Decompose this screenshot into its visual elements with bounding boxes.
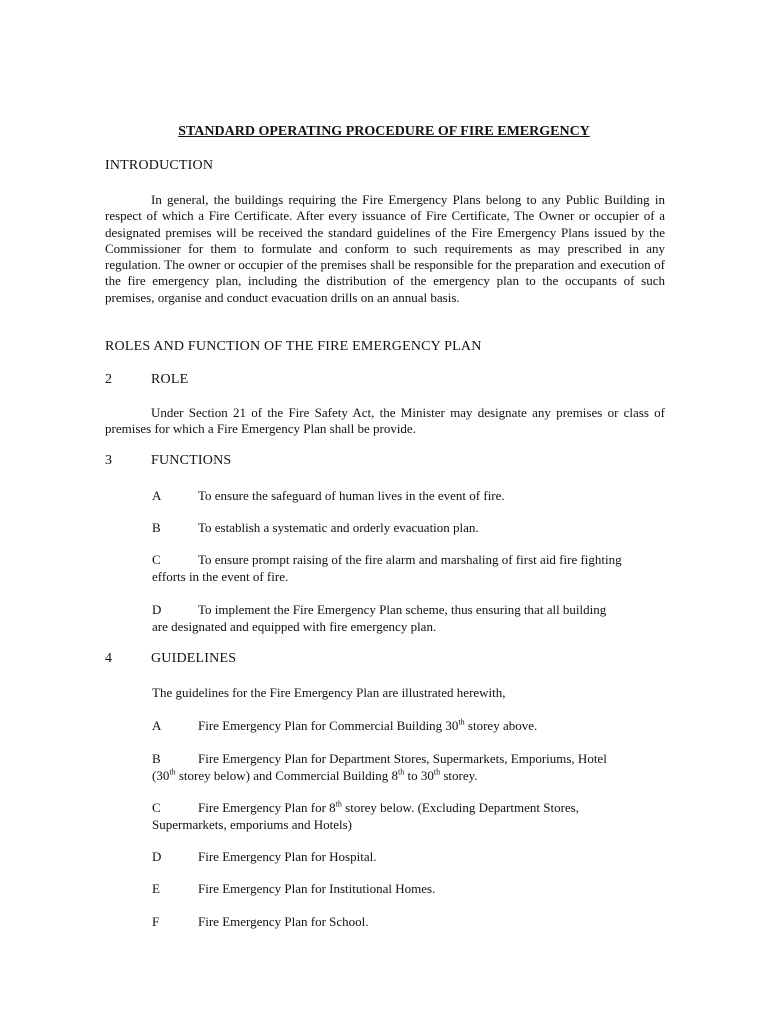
guidelines-number: 4 [105,651,113,666]
guideline-item-a [152,717,672,734]
guideline-item-b [152,750,672,784]
guidelines-heading-label: GUIDELINES [151,651,237,666]
item-letter: D [152,602,162,617]
item-text: To ensure prompt raising of the fire alarm and marshaling of first aid fire fighting [198,552,622,567]
superscript: th [458,717,465,727]
role-heading-label: ROLE [151,372,189,387]
item-letter: A [152,718,162,733]
functions-number: 3 [105,453,113,468]
item-text-continued: are designated and equipped with fire emergency plan. [152,619,437,634]
item-text: Fire Emergency Plan for School. [198,914,369,929]
introduction-paragraph: In general, the buildings requiring the Fire Emergency Plans belong to any Public Building in respect of which a Fire Certificate. After every issuance of Fire Certificate, The Owner or occupier of a designated premises will be received the standard guidelines of the Fire Emergency Plans issued by the Commissioner for them to formulate and conform to such requirements as may prescribed in any regulation. The owner or occupier of the premises shall be responsible for the preparation and execution of the fire emergency plan, including the distribution of the emergency plan to the occupants of such premises, organise and conduct evacuation drills on an annual basis. [105,192,665,305]
item-letter: A [152,488,162,503]
item-letter: C [152,800,161,815]
guideline-item-c [152,799,672,833]
item-letter: C [152,552,161,567]
functions-heading-label: FUNCTIONS [151,453,232,468]
guidelines-intro: The guidelines for the Fire Emergency Plan are illustrated herewith, [152,685,506,700]
item-letter: B [152,751,161,766]
item-text: Fire Emergency Plan for Commercial Building 30 [198,718,459,733]
function-item-a [152,487,672,504]
item-text-part: storey. [440,768,478,783]
item-text-end: storey below. (Excluding Department Stores, [341,800,579,815]
item-text: To implement the Fire Emergency Plan scheme, thus ensuring that all building [198,602,607,617]
item-text: To establish a systematic and orderly evacuation plan. [198,520,479,535]
guideline-item-f [152,913,672,930]
item-letter: B [152,520,161,535]
item-text-part: (30 [152,768,170,783]
function-item-d [152,601,672,635]
guidelines-heading [105,651,236,667]
item-text: Fire Emergency Plan for 8 [198,800,336,815]
function-item-b [152,519,672,536]
role-heading [105,372,188,388]
roles-heading: ROLES AND FUNCTION OF THE FIRE EMERGENCY PLAN [105,339,482,354]
item-text: Fire Emergency Plan for Department Stores, Supermarkets, Emporiums, Hotel [198,751,607,766]
superscript: th [397,767,405,777]
functions-heading [105,453,231,469]
function-item-c [152,551,672,585]
role-number: 2 [105,372,113,387]
document-title: STANDARD OPERATING PROCEDURE OF FIRE EMERGENCY [178,124,590,139]
item-letter: E [152,881,160,896]
item-text-end: storey above. [464,718,538,733]
item-text: To ensure the safeguard of human lives in the event of fire. [198,488,505,503]
superscript: th [169,767,176,777]
item-letter: D [152,849,162,864]
role-paragraph: Under Section 21 of the Fire Safety Act, the Minister may designate any premises or class of premises for which a Fire Emergency Plan shall be provide. [105,405,665,437]
guideline-item-e [152,880,672,897]
item-letter: F [152,914,160,929]
introduction-heading: INTRODUCTION [105,158,214,173]
item-text-continued: Supermarkets, emporiums and Hotels) [152,817,353,832]
item-text: Fire Emergency Plan for Institutional Homes. [198,881,436,896]
guideline-item-d [152,848,672,865]
item-text-part: to 30 [404,768,434,783]
superscript: th [335,799,342,809]
superscript: th [433,767,441,777]
item-text: Fire Emergency Plan for Hospital. [198,849,377,864]
item-text-continued: efforts in the event of fire. [152,569,289,584]
item-text-part: storey below) and Commercial Building 8 [175,768,398,783]
